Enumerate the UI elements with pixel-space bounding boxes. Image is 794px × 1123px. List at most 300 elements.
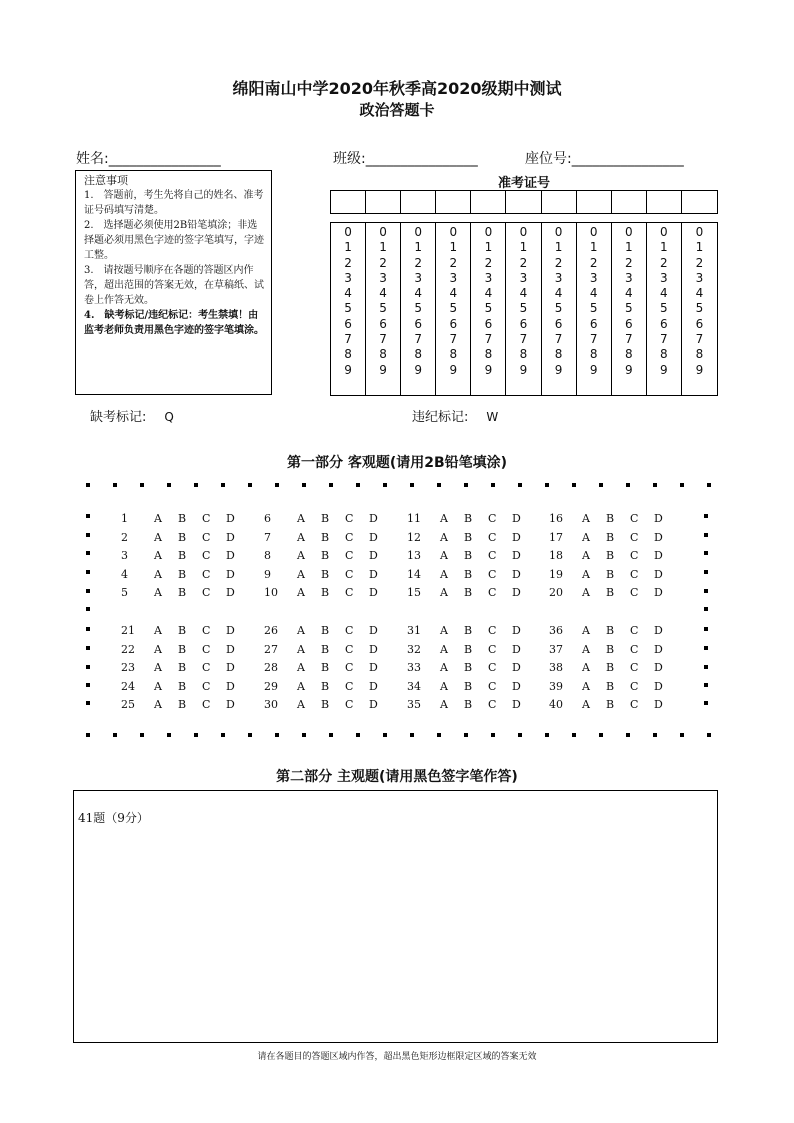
answer-option-bubble[interactable]: B [178, 568, 187, 581]
answer-option-bubble[interactable]: C [202, 643, 211, 656]
answer-option-bubble[interactable]: C [345, 512, 354, 525]
answer-option-bubble[interactable]: A [582, 624, 590, 637]
answer-option-bubble[interactable]: C [345, 643, 354, 656]
page-subtitle: 政治答题卡 [359, 101, 435, 119]
answer-option-bubble[interactable]: A [440, 586, 448, 599]
exam-id-box[interactable] [682, 191, 717, 213]
exam-id-digit-bubble[interactable]: 0 [695, 225, 704, 239]
exam-id-digit-bubble[interactable]: 9 [484, 362, 493, 377]
answer-option-bubble[interactable]: A [297, 568, 305, 581]
answer-option-bubble[interactable]: C [345, 549, 354, 562]
exam-id-digit-bubble[interactable]: 9 [449, 362, 458, 377]
exam-id-digit-bubble[interactable]: 7 [379, 332, 387, 347]
answer-option-bubble[interactable]: B [606, 643, 615, 656]
exam-id-box[interactable] [436, 191, 471, 213]
answer-option-bubble[interactable]: B [178, 531, 187, 544]
answer-option-bubble[interactable]: C [345, 586, 354, 599]
exam-id-digit-bubble[interactable]: 6 [519, 316, 528, 331]
exam-id-digit-bubble[interactable]: 5 [624, 301, 633, 316]
exam-id-digit-bubble[interactable]: 2 [449, 255, 458, 270]
answer-option-bubble[interactable]: C [488, 512, 497, 525]
exam-id-digit-bubble[interactable]: 4 [624, 286, 633, 301]
exam-id-digit-bubble[interactable]: 6 [379, 316, 387, 331]
exam-id-digit-bubble[interactable]: 6 [624, 316, 633, 331]
name-field[interactable]: 姓名:________________ [76, 151, 221, 167]
exam-id-digit-bubble[interactable]: 9 [695, 362, 704, 377]
answer-option-bubble[interactable]: A [440, 531, 448, 544]
answer-option-bubble[interactable]: D [226, 698, 235, 711]
answer-option-bubble[interactable]: B [178, 680, 187, 693]
exam-id-digit-bubble[interactable]: 1 [660, 240, 668, 255]
answer-option-bubble[interactable]: A [154, 680, 162, 693]
question-number: 34 [407, 680, 421, 693]
exam-id-digit-bubble[interactable]: 3 [449, 270, 458, 285]
exam-id-digit-bubble[interactable]: 8 [484, 347, 493, 362]
answer-option-bubble[interactable]: A [154, 698, 162, 711]
answer-option-bubble[interactable]: D [369, 568, 378, 581]
answer-option-bubble[interactable]: B [321, 568, 330, 581]
exam-id-digit-bubble[interactable]: 3 [484, 270, 493, 285]
answer-option-bubble[interactable]: D [654, 698, 663, 711]
answer-option-bubble[interactable]: C [630, 531, 639, 544]
answer-option-bubble[interactable]: C [630, 643, 639, 656]
answer-option-bubble[interactable]: D [512, 568, 521, 581]
answer-option-bubble[interactable]: B [321, 512, 330, 525]
answer-option-bubble[interactable]: C [345, 624, 354, 637]
timing-mark [194, 733, 198, 737]
answer-option-bubble[interactable]: A [440, 661, 448, 674]
exam-id-write-boxes[interactable] [330, 190, 718, 214]
answer-option-bubble[interactable]: C [202, 661, 211, 674]
exam-id-digit-bubble[interactable]: 6 [344, 316, 352, 331]
answer-option-bubble[interactable]: C [488, 549, 497, 562]
answer-option-bubble[interactable]: C [488, 624, 497, 637]
answer-option-bubble[interactable]: B [321, 680, 330, 693]
exam-id-box[interactable] [506, 191, 541, 213]
exam-id-digit-bubble[interactable]: 3 [660, 270, 668, 285]
answer-option-bubble[interactable]: D [226, 568, 235, 581]
exam-id-digit-bubble[interactable]: 4 [414, 286, 423, 301]
answer-option-bubble[interactable]: B [606, 512, 615, 525]
exam-id-digit-bubble[interactable]: 2 [379, 255, 387, 270]
answer-option-bubble[interactable]: C [630, 568, 639, 581]
violation-mark-label: 违纪标记: [412, 410, 469, 425]
exam-id-digit-bubble[interactable]: 1 [519, 240, 528, 255]
answer-option-bubble[interactable]: A [297, 624, 305, 637]
answer-option-bubble[interactable]: B [178, 549, 187, 562]
exam-id-digit-bubble[interactable]: 7 [589, 332, 598, 347]
exam-id-box[interactable] [471, 191, 506, 213]
answer-option-bubble[interactable]: D [226, 531, 235, 544]
answer-option-bubble[interactable]: A [440, 624, 448, 637]
exam-id-box[interactable] [331, 191, 366, 213]
exam-id-digit-bubble[interactable]: 0 [554, 225, 563, 239]
answer-option-bubble[interactable]: C [488, 568, 497, 581]
exam-id-digit-bubble[interactable]: 6 [449, 316, 458, 331]
exam-id-digit-bubble[interactable]: 1 [379, 240, 387, 255]
answer-option-bubble[interactable]: A [440, 643, 448, 656]
answer-option-bubble[interactable]: C [488, 680, 497, 693]
exam-id-digit-bubble[interactable]: 9 [519, 362, 528, 377]
answer-option-bubble[interactable]: A [297, 698, 305, 711]
answer-option-bubble[interactable]: C [345, 680, 354, 693]
exam-id-digit-bubble[interactable]: 3 [624, 270, 633, 285]
objective-question [264, 698, 393, 711]
answer-option-bubble[interactable]: B [321, 624, 330, 637]
exam-id-digit-bubble[interactable]: 1 [484, 240, 493, 255]
exam-id-digit-bubble[interactable]: 7 [624, 332, 633, 347]
answer-option-bubble[interactable]: D [369, 549, 378, 562]
answer-option-bubble[interactable]: A [440, 698, 448, 711]
answer-option-bubble[interactable]: D [226, 586, 235, 599]
exam-id-digit-bubble[interactable]: 2 [589, 255, 598, 270]
exam-id-digit-bubble[interactable]: 5 [414, 301, 423, 316]
objective-question [264, 661, 393, 674]
exam-id-digit-bubble[interactable]: 7 [484, 332, 493, 347]
exam-id-digit-bubble[interactable]: 4 [554, 286, 563, 301]
answer-option-bubble[interactable]: D [369, 661, 378, 674]
answer-option-bubble[interactable]: A [154, 549, 162, 562]
exam-id-digit-bubble[interactable]: 8 [695, 347, 704, 362]
exam-id-digit-bubble[interactable]: 6 [484, 316, 493, 331]
answer-option-bubble[interactable]: B [606, 531, 615, 544]
exam-id-digit-bubble[interactable]: 2 [519, 255, 528, 270]
exam-id-digit-bubble[interactable]: 2 [414, 255, 423, 270]
answer-option-bubble[interactable]: B [464, 698, 473, 711]
exam-id-digit-bubble[interactable]: 0 [379, 225, 387, 239]
answer-option-bubble[interactable]: D [226, 512, 235, 525]
exam-id-digit-bubble[interactable]: 7 [554, 332, 563, 347]
exam-id-digit-bubble[interactable]: 9 [414, 362, 423, 377]
answer-option-bubble[interactable]: A [440, 549, 448, 562]
answer-option-bubble[interactable]: D [512, 661, 521, 674]
exam-id-digit-bubble[interactable]: 1 [344, 240, 352, 255]
exam-id-digit-bubble[interactable]: 4 [379, 286, 387, 301]
answer-option-bubble[interactable]: B [178, 624, 187, 637]
answer-option-bubble[interactable]: C [345, 531, 354, 544]
answer-option-bubble[interactable]: C [488, 531, 497, 544]
class-field[interactable]: 班级:________________ [333, 151, 478, 167]
answer-option-bubble[interactable]: D [226, 624, 235, 637]
exam-id-digit-bubble[interactable]: 4 [589, 286, 598, 301]
exam-id-digit-bubble[interactable]: 0 [660, 225, 668, 239]
answer-option-bubble[interactable]: B [606, 698, 615, 711]
answer-option-bubble[interactable]: D [369, 512, 378, 525]
exam-id-digit-bubble[interactable]: 1 [554, 240, 563, 255]
exam-id-digit-bubble[interactable]: 5 [660, 301, 668, 316]
answer-option-bubble[interactable]: C [488, 643, 497, 656]
exam-id-digit-bubble[interactable]: 0 [414, 225, 423, 239]
exam-id-digit-bubble[interactable]: 3 [589, 270, 598, 285]
exam-id-digit-bubble[interactable]: 4 [519, 286, 528, 301]
answer-option-bubble[interactable]: D [654, 643, 663, 656]
exam-id-box[interactable] [401, 191, 436, 213]
answer-option-bubble[interactable]: C [202, 698, 211, 711]
exam-id-digit-bubble[interactable]: 7 [519, 332, 528, 347]
answer-option-bubble[interactable]: D [369, 680, 378, 693]
answer-option-bubble[interactable]: D [226, 643, 235, 656]
answer-option-bubble[interactable]: B [321, 643, 330, 656]
exam-id-digit-bubble[interactable]: 4 [449, 286, 458, 301]
answer-option-bubble[interactable]: C [630, 549, 639, 562]
answer-option-bubble[interactable]: D [654, 586, 663, 599]
answer-option-bubble[interactable]: A [582, 586, 590, 599]
exam-id-digit-bubble[interactable]: 2 [624, 255, 633, 270]
exam-id-digit-bubble[interactable]: 0 [449, 225, 458, 239]
exam-id-box[interactable] [647, 191, 682, 213]
exam-id-digit-bubble[interactable]: 0 [519, 225, 528, 239]
answer-option-bubble[interactable]: D [654, 531, 663, 544]
answer-option-bubble[interactable]: D [512, 698, 521, 711]
answer-option-bubble[interactable]: A [297, 661, 305, 674]
answer-option-bubble[interactable]: C [345, 698, 354, 711]
answer-option-bubble[interactable]: D [654, 680, 663, 693]
answer-option-bubble[interactable]: B [178, 643, 187, 656]
answer-option-bubble[interactable]: A [297, 531, 305, 544]
answer-option-bubble[interactable]: D [369, 698, 378, 711]
exam-id-box[interactable] [577, 191, 612, 213]
exam-id-digit-bubble[interactable]: 8 [624, 347, 633, 362]
answer-option-bubble[interactable]: A [297, 549, 305, 562]
exam-id-digit-bubble[interactable]: 7 [660, 332, 668, 347]
answer-option-bubble[interactable]: B [321, 586, 330, 599]
answer-option-bubble[interactable]: D [654, 568, 663, 581]
exam-id-digit-bubble[interactable]: 6 [695, 316, 704, 331]
answer-option-bubble[interactable]: D [512, 512, 521, 525]
answer-option-bubble[interactable]: D [226, 680, 235, 693]
answer-option-bubble[interactable]: D [512, 643, 521, 656]
exam-id-digit-bubble[interactable]: 7 [414, 332, 423, 347]
answer-option-bubble[interactable]: C [630, 698, 639, 711]
exam-id-digit-bubble[interactable]: 3 [519, 270, 528, 285]
answer-option-bubble[interactable]: D [654, 549, 663, 562]
exam-id-digit-bubble[interactable]: 1 [449, 240, 458, 255]
answer-option-bubble[interactable]: C [202, 549, 211, 562]
answer-option-bubble[interactable]: D [654, 661, 663, 674]
answer-option-bubble[interactable]: A [440, 680, 448, 693]
answer-option-bubble[interactable]: C [202, 568, 211, 581]
exam-id-digit-bubble[interactable]: 5 [554, 301, 563, 316]
answer-option-bubble[interactable]: B [464, 624, 473, 637]
exam-id-digit-bubble[interactable]: 3 [695, 270, 704, 285]
exam-id-box[interactable] [542, 191, 577, 213]
answer-option-bubble[interactable]: C [345, 568, 354, 581]
answer-option-bubble[interactable]: A [154, 568, 162, 581]
exam-id-digit-bubble[interactable]: 3 [554, 270, 563, 285]
exam-id-digit-bubble[interactable]: 5 [484, 301, 493, 316]
answer-option-bubble[interactable]: B [178, 586, 187, 599]
exam-id-digit-bubble[interactable]: 4 [484, 286, 493, 301]
answer-option-bubble[interactable]: A [582, 698, 590, 711]
exam-id-digit-bubble[interactable]: 9 [660, 362, 668, 377]
answer-option-bubble[interactable]: D [512, 549, 521, 562]
answer-option-bubble[interactable]: C [630, 624, 639, 637]
exam-id-digit-bubble[interactable]: 8 [554, 347, 563, 362]
exam-id-digit-bubble[interactable]: 6 [414, 316, 423, 331]
answer-option-bubble[interactable]: D [512, 586, 521, 599]
answer-option-bubble[interactable]: C [202, 586, 211, 599]
answer-option-bubble[interactable]: A [582, 661, 590, 674]
exam-id-digit-bubble[interactable]: 4 [695, 286, 704, 301]
answer-option-bubble[interactable]: A [154, 624, 162, 637]
exam-id-digit-bubble[interactable]: 9 [554, 362, 563, 377]
exam-id-box[interactable] [366, 191, 401, 213]
answer-box-41[interactable] [73, 790, 718, 1043]
answer-option-bubble[interactable]: D [654, 512, 663, 525]
absent-mark-bubble[interactable]: Q [164, 410, 174, 424]
answer-option-bubble[interactable]: C [202, 512, 211, 525]
exam-id-digit-bubble[interactable]: 8 [379, 347, 387, 362]
answer-option-bubble[interactable]: A [154, 586, 162, 599]
answer-option-bubble[interactable]: B [464, 568, 473, 581]
answer-option-bubble[interactable]: C [202, 531, 211, 544]
exam-id-digit-bubble[interactable]: 0 [344, 225, 352, 239]
exam-id-digit-bubble[interactable]: 8 [660, 347, 668, 362]
exam-id-digit-bubble[interactable]: 2 [660, 255, 668, 270]
answer-option-bubble[interactable]: C [488, 586, 497, 599]
answer-option-bubble[interactable]: B [321, 661, 330, 674]
answer-option-bubble[interactable]: B [321, 549, 330, 562]
exam-id-digit-bubble[interactable]: 8 [344, 347, 352, 362]
exam-id-digit-bubble[interactable]: 2 [344, 255, 352, 270]
exam-id-digit-bubble[interactable]: 7 [344, 332, 352, 347]
exam-id-digit-bubble[interactable]: 8 [519, 347, 528, 362]
answer-option-bubble[interactable]: B [178, 661, 187, 674]
answer-option-bubble[interactable]: A [582, 549, 590, 562]
exam-id-digit-bubble[interactable]: 6 [554, 316, 563, 331]
answer-option-bubble[interactable]: A [582, 643, 590, 656]
answer-option-bubble[interactable]: B [464, 680, 473, 693]
exam-id-digit-bubble[interactable]: 9 [379, 362, 387, 377]
answer-option-bubble[interactable]: C [345, 661, 354, 674]
exam-id-digit-bubble[interactable]: 0 [589, 225, 598, 239]
exam-id-digit-bubble[interactable]: 0 [484, 225, 493, 239]
answer-option-bubble[interactable]: C [488, 661, 497, 674]
answer-option-bubble[interactable]: B [606, 568, 615, 581]
exam-id-digit-bubble[interactable]: 3 [344, 270, 352, 285]
answer-option-bubble[interactable]: B [464, 586, 473, 599]
answer-option-bubble[interactable]: B [321, 531, 330, 544]
exam-id-box[interactable] [612, 191, 647, 213]
exam-id-digit-bubble[interactable]: 9 [344, 362, 352, 377]
exam-id-digit-bubble[interactable]: 6 [589, 316, 598, 331]
exam-id-digit-column [401, 223, 436, 395]
answer-option-bubble[interactable]: B [464, 531, 473, 544]
seat-field[interactable]: 座位号:________________ [525, 151, 684, 167]
timing-mark [704, 607, 708, 611]
answer-option-bubble[interactable]: B [464, 549, 473, 562]
violation-mark-bubble[interactable]: W [486, 410, 499, 424]
answer-option-bubble[interactable]: D [512, 531, 521, 544]
answer-option-bubble[interactable]: D [654, 624, 663, 637]
answer-option-bubble[interactable]: A [154, 643, 162, 656]
answer-option-bubble[interactable]: C [202, 624, 211, 637]
exam-id-digit-bubble[interactable]: 4 [344, 286, 352, 301]
answer-option-bubble[interactable]: C [630, 661, 639, 674]
answer-option-bubble[interactable]: A [582, 512, 590, 525]
exam-id-digit-bubble[interactable]: 1 [589, 240, 598, 255]
answer-option-bubble[interactable]: A [582, 531, 590, 544]
answer-option-bubble[interactable]: D [369, 643, 378, 656]
exam-id-digit-bubble[interactable]: 3 [379, 270, 387, 285]
answer-option-bubble[interactable]: B [178, 512, 187, 525]
exam-id-digit-bubble[interactable]: 5 [519, 301, 528, 316]
notes-item: 4. 缺考标记/违纪标记：考生禁填！由监考老师负责用黑色字迹的签字笔填涂。 [84, 310, 264, 336]
exam-id-digit-bubble[interactable]: 8 [589, 347, 598, 362]
answer-option-bubble[interactable]: C [202, 680, 211, 693]
exam-id-digit-bubble[interactable]: 5 [695, 301, 704, 316]
answer-option-bubble[interactable]: D [226, 661, 235, 674]
exam-id-digit-bubble[interactable]: 2 [695, 255, 704, 270]
exam-id-digit-bubble[interactable]: 3 [414, 270, 423, 285]
answer-option-bubble[interactable]: D [369, 531, 378, 544]
exam-id-digit-bubble[interactable]: 7 [449, 332, 458, 347]
exam-id-digit-bubble[interactable]: 5 [379, 301, 387, 316]
answer-option-bubble[interactable]: B [464, 512, 473, 525]
exam-id-digit-bubble[interactable]: 5 [589, 301, 598, 316]
answer-option-bubble[interactable]: A [582, 568, 590, 581]
exam-id-digit-bubble[interactable]: 7 [695, 332, 704, 347]
answer-option-bubble[interactable]: A [297, 586, 305, 599]
exam-id-digit-bubble[interactable]: 5 [449, 301, 458, 316]
answer-option-bubble[interactable]: B [464, 661, 473, 674]
answer-option-bubble[interactable]: A [297, 680, 305, 693]
answer-option-bubble[interactable]: A [154, 531, 162, 544]
exam-id-digit-bubble[interactable]: 9 [589, 362, 598, 377]
objective-question [121, 680, 250, 693]
exam-id-digit-bubble[interactable]: 2 [484, 255, 493, 270]
exam-id-digit-bubble[interactable]: 4 [660, 286, 668, 301]
answer-option-bubble[interactable]: D [226, 549, 235, 562]
answer-option-bubble[interactable]: B [606, 661, 615, 674]
exam-id-digit-bubble[interactable]: 0 [624, 225, 633, 239]
answer-option-bubble[interactable]: D [512, 680, 521, 693]
answer-option-bubble[interactable]: A [582, 680, 590, 693]
answer-option-bubble[interactable]: C [630, 512, 639, 525]
exam-id-digit-bubble[interactable]: 1 [414, 240, 423, 255]
answer-option-bubble[interactable]: B [606, 624, 615, 637]
answer-option-bubble[interactable]: A [154, 661, 162, 674]
answer-option-bubble[interactable]: B [606, 586, 615, 599]
exam-id-digit-bubble[interactable]: 8 [449, 347, 458, 362]
exam-id-digit-bubble[interactable]: 6 [660, 316, 668, 331]
answer-option-bubble[interactable]: D [512, 624, 521, 637]
exam-id-digit-bubble[interactable]: 1 [695, 240, 704, 255]
answer-option-bubble[interactable]: C [630, 586, 639, 599]
answer-option-bubble[interactable]: B [321, 698, 330, 711]
answer-option-bubble[interactable]: C [630, 680, 639, 693]
answer-option-bubble[interactable]: B [178, 698, 187, 711]
answer-option-bubble[interactable]: B [606, 680, 615, 693]
answer-option-bubble[interactable]: A [440, 568, 448, 581]
timing-mark [86, 665, 90, 669]
answer-option-bubble[interactable]: C [488, 698, 497, 711]
exam-id-digit-bubble[interactable]: 8 [414, 347, 423, 362]
answer-option-bubble[interactable]: A [440, 512, 448, 525]
absent-mark [90, 406, 174, 425]
answer-option-bubble[interactable]: B [606, 549, 615, 562]
answer-option-bubble[interactable]: D [369, 624, 378, 637]
exam-id-digit-bubble[interactable]: 1 [624, 240, 633, 255]
answer-option-bubble[interactable]: A [154, 512, 162, 525]
answer-option-bubble[interactable]: D [369, 586, 378, 599]
answer-option-bubble[interactable]: A [297, 512, 305, 525]
answer-option-bubble[interactable]: B [464, 643, 473, 656]
exam-id-digit-bubble[interactable]: 5 [344, 301, 352, 316]
answer-option-bubble[interactable]: A [297, 643, 305, 656]
exam-id-digit-bubble[interactable]: 9 [624, 362, 633, 377]
exam-id-digit-bubble[interactable]: 2 [554, 255, 563, 270]
